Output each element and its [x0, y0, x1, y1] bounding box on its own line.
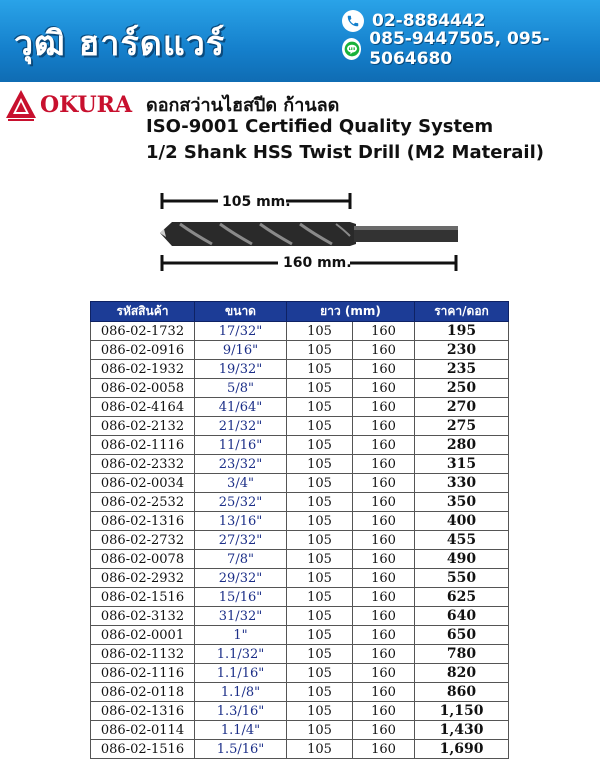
- cell-size: 27/32": [195, 531, 287, 550]
- cell-total-length: 160: [353, 607, 415, 626]
- flute-length-label: 105 mm.: [222, 194, 291, 210]
- line-app-icon: [342, 38, 361, 60]
- cell-total-length: 160: [353, 360, 415, 379]
- brand-name: วุฒิ ฮาร์ดแวร์: [14, 24, 226, 64]
- phone-icon: [342, 10, 364, 32]
- cell-flute-length: 105: [287, 607, 353, 626]
- line-contact[interactable]: [342, 29, 600, 69]
- cell-price: 315: [415, 455, 509, 474]
- cell-code: 086-02-3132: [91, 607, 195, 626]
- cell-flute-length: 105: [287, 531, 353, 550]
- cell-size: 7/8": [195, 550, 287, 569]
- cell-price: 195: [415, 322, 509, 341]
- table-row: [91, 721, 509, 740]
- cell-price: 270: [415, 398, 509, 417]
- cell-code: 086-02-1132: [91, 645, 195, 664]
- cell-size: 3/4": [195, 474, 287, 493]
- cell-size: 21/32": [195, 417, 287, 436]
- cell-flute-length: 105: [287, 645, 353, 664]
- cell-total-length: 160: [353, 588, 415, 607]
- cell-size: 1.1/16": [195, 664, 287, 683]
- table-row: [91, 569, 509, 588]
- table-row: [91, 683, 509, 702]
- header-code: รหัสสินค้า: [91, 302, 195, 322]
- line-numbers: 085-9447505, 095-5064680: [369, 29, 550, 69]
- cell-flute-length: 105: [287, 322, 353, 341]
- cell-size: 1.1/8": [195, 683, 287, 702]
- cell-total-length: 160: [353, 664, 415, 683]
- table-row: [91, 740, 509, 759]
- table-row: [91, 531, 509, 550]
- cell-flute-length: 105: [287, 398, 353, 417]
- cell-size: 25/32": [195, 493, 287, 512]
- cell-flute-length: 105: [287, 455, 353, 474]
- table-row: [91, 645, 509, 664]
- table-row: [91, 512, 509, 531]
- cell-price: 820: [415, 664, 509, 683]
- cell-price: 1,150: [415, 702, 509, 721]
- cell-code: 086-02-0118: [91, 683, 195, 702]
- cell-flute-length: 105: [287, 341, 353, 360]
- drill-bit: [160, 222, 458, 246]
- cell-size: 17/32": [195, 322, 287, 341]
- cell-flute-length: 105: [287, 493, 353, 512]
- okura-logo: [4, 86, 136, 126]
- cell-price: 235: [415, 360, 509, 379]
- cell-price: 860: [415, 683, 509, 702]
- table-row: [91, 493, 509, 512]
- table-row: [91, 626, 509, 645]
- table-row: [91, 455, 509, 474]
- cell-code: 086-02-2532: [91, 493, 195, 512]
- cell-flute-length: 105: [287, 721, 353, 740]
- cell-flute-length: 105: [287, 588, 353, 607]
- cell-code: 086-02-4164: [91, 398, 195, 417]
- cell-price: 640: [415, 607, 509, 626]
- cell-size: 11/16": [195, 436, 287, 455]
- cell-flute-length: 105: [287, 550, 353, 569]
- table-body: [91, 322, 509, 759]
- table-row: [91, 322, 509, 341]
- cell-price: 490: [415, 550, 509, 569]
- cell-size: 1.3/16": [195, 702, 287, 721]
- cell-size: 13/16": [195, 512, 287, 531]
- table-row: [91, 417, 509, 436]
- cell-total-length: 160: [353, 645, 415, 664]
- table-row: [91, 398, 509, 417]
- cell-price: 1,430: [415, 721, 509, 740]
- cell-flute-length: 105: [287, 702, 353, 721]
- cell-total-length: 160: [353, 626, 415, 645]
- cell-total-length: 160: [353, 398, 415, 417]
- cell-total-length: 160: [353, 493, 415, 512]
- cell-size: 19/32": [195, 360, 287, 379]
- cell-size: 1.1/4": [195, 721, 287, 740]
- table-row: [91, 360, 509, 379]
- cell-size: 31/32": [195, 607, 287, 626]
- phone-number: 02-8884442: [372, 11, 486, 31]
- cell-size: 5/8": [195, 379, 287, 398]
- cell-flute-length: 105: [287, 417, 353, 436]
- table-header-row: [91, 302, 509, 322]
- cell-code: 086-02-2732: [91, 531, 195, 550]
- cell-flute-length: 105: [287, 664, 353, 683]
- table-row: [91, 379, 509, 398]
- header-size: ขนาด: [195, 302, 287, 322]
- cell-flute-length: 105: [287, 360, 353, 379]
- cell-flute-length: 105: [287, 512, 353, 531]
- cell-code: 086-02-0034: [91, 474, 195, 493]
- cell-code: 086-02-1732: [91, 322, 195, 341]
- cell-size: 29/32": [195, 569, 287, 588]
- cell-total-length: 160: [353, 512, 415, 531]
- cell-price: 650: [415, 626, 509, 645]
- header-length: ยาว (mm): [287, 302, 415, 322]
- cell-flute-length: 105: [287, 436, 353, 455]
- cell-flute-length: 105: [287, 379, 353, 398]
- cell-flute-length: 105: [287, 474, 353, 493]
- cell-size: 41/64": [195, 398, 287, 417]
- cell-total-length: 160: [353, 341, 415, 360]
- cell-code: 086-02-1516: [91, 588, 195, 607]
- table-row: [91, 436, 509, 455]
- cell-code: 086-02-1116: [91, 436, 195, 455]
- okura-mountain-icon: [4, 88, 38, 122]
- cell-flute-length: 105: [287, 683, 353, 702]
- cell-code: 086-02-0916: [91, 341, 195, 360]
- cell-price: 280: [415, 436, 509, 455]
- cell-size: 15/16": [195, 588, 287, 607]
- cell-price: 780: [415, 645, 509, 664]
- cell-code: 086-02-2132: [91, 417, 195, 436]
- cell-code: 086-02-2332: [91, 455, 195, 474]
- header-banner: [0, 0, 600, 82]
- cell-price: 230: [415, 341, 509, 360]
- title-thai: ดอกสว่านไฮสปีด ก้านลด: [146, 95, 340, 116]
- cell-price: 400: [415, 512, 509, 531]
- table-row: [91, 664, 509, 683]
- cell-price: 250: [415, 379, 509, 398]
- cell-size: 9/16": [195, 341, 287, 360]
- table-row: [91, 588, 509, 607]
- title-product: 1/2 Shank HSS Twist Drill (M2 Materail): [146, 142, 544, 163]
- cell-total-length: 160: [353, 455, 415, 474]
- table-row: [91, 550, 509, 569]
- price-table-container: [90, 301, 508, 759]
- cell-total-length: 160: [353, 721, 415, 740]
- table-row: [91, 607, 509, 626]
- cell-size: 1": [195, 626, 287, 645]
- cell-total-length: 160: [353, 436, 415, 455]
- cell-price: 455: [415, 531, 509, 550]
- cell-total-length: 160: [353, 379, 415, 398]
- cell-total-length: 160: [353, 531, 415, 550]
- cell-code: 086-02-0001: [91, 626, 195, 645]
- table-row: [91, 341, 509, 360]
- cell-price: 1,690: [415, 740, 509, 759]
- cell-code: 086-02-1116: [91, 664, 195, 683]
- cell-total-length: 160: [353, 474, 415, 493]
- logo-text: OKURA: [40, 92, 133, 118]
- price-table: [90, 301, 509, 759]
- cell-price: 275: [415, 417, 509, 436]
- title-iso: ISO-9001 Certified Quality System: [146, 116, 494, 137]
- cell-total-length: 160: [353, 322, 415, 341]
- cell-flute-length: 105: [287, 569, 353, 588]
- cell-total-length: 160: [353, 702, 415, 721]
- cell-price: 330: [415, 474, 509, 493]
- cell-price: 350: [415, 493, 509, 512]
- table-row: [91, 702, 509, 721]
- table-row: [91, 474, 509, 493]
- cell-code: 086-02-1316: [91, 702, 195, 721]
- cell-total-length: 160: [353, 550, 415, 569]
- cell-flute-length: 105: [287, 740, 353, 759]
- cell-code: 086-02-0114: [91, 721, 195, 740]
- cell-code: 086-02-1932: [91, 360, 195, 379]
- cell-price: 550: [415, 569, 509, 588]
- cell-code: 086-02-0078: [91, 550, 195, 569]
- cell-size: 1.1/32": [195, 645, 287, 664]
- cell-code: 086-02-2932: [91, 569, 195, 588]
- cell-total-length: 160: [353, 740, 415, 759]
- cell-size: 23/32": [195, 455, 287, 474]
- cell-total-length: 160: [353, 569, 415, 588]
- cell-code: 086-02-1316: [91, 512, 195, 531]
- cell-code: 086-02-0058: [91, 379, 195, 398]
- total-length-label: 160 mm.: [283, 255, 352, 271]
- cell-total-length: 160: [353, 417, 415, 436]
- cell-flute-length: 105: [287, 626, 353, 645]
- cell-code: 086-02-1516: [91, 740, 195, 759]
- header-price: ราคา/ดอก: [415, 302, 509, 322]
- cell-price: 625: [415, 588, 509, 607]
- cell-size: 1.5/16": [195, 740, 287, 759]
- cell-total-length: 160: [353, 683, 415, 702]
